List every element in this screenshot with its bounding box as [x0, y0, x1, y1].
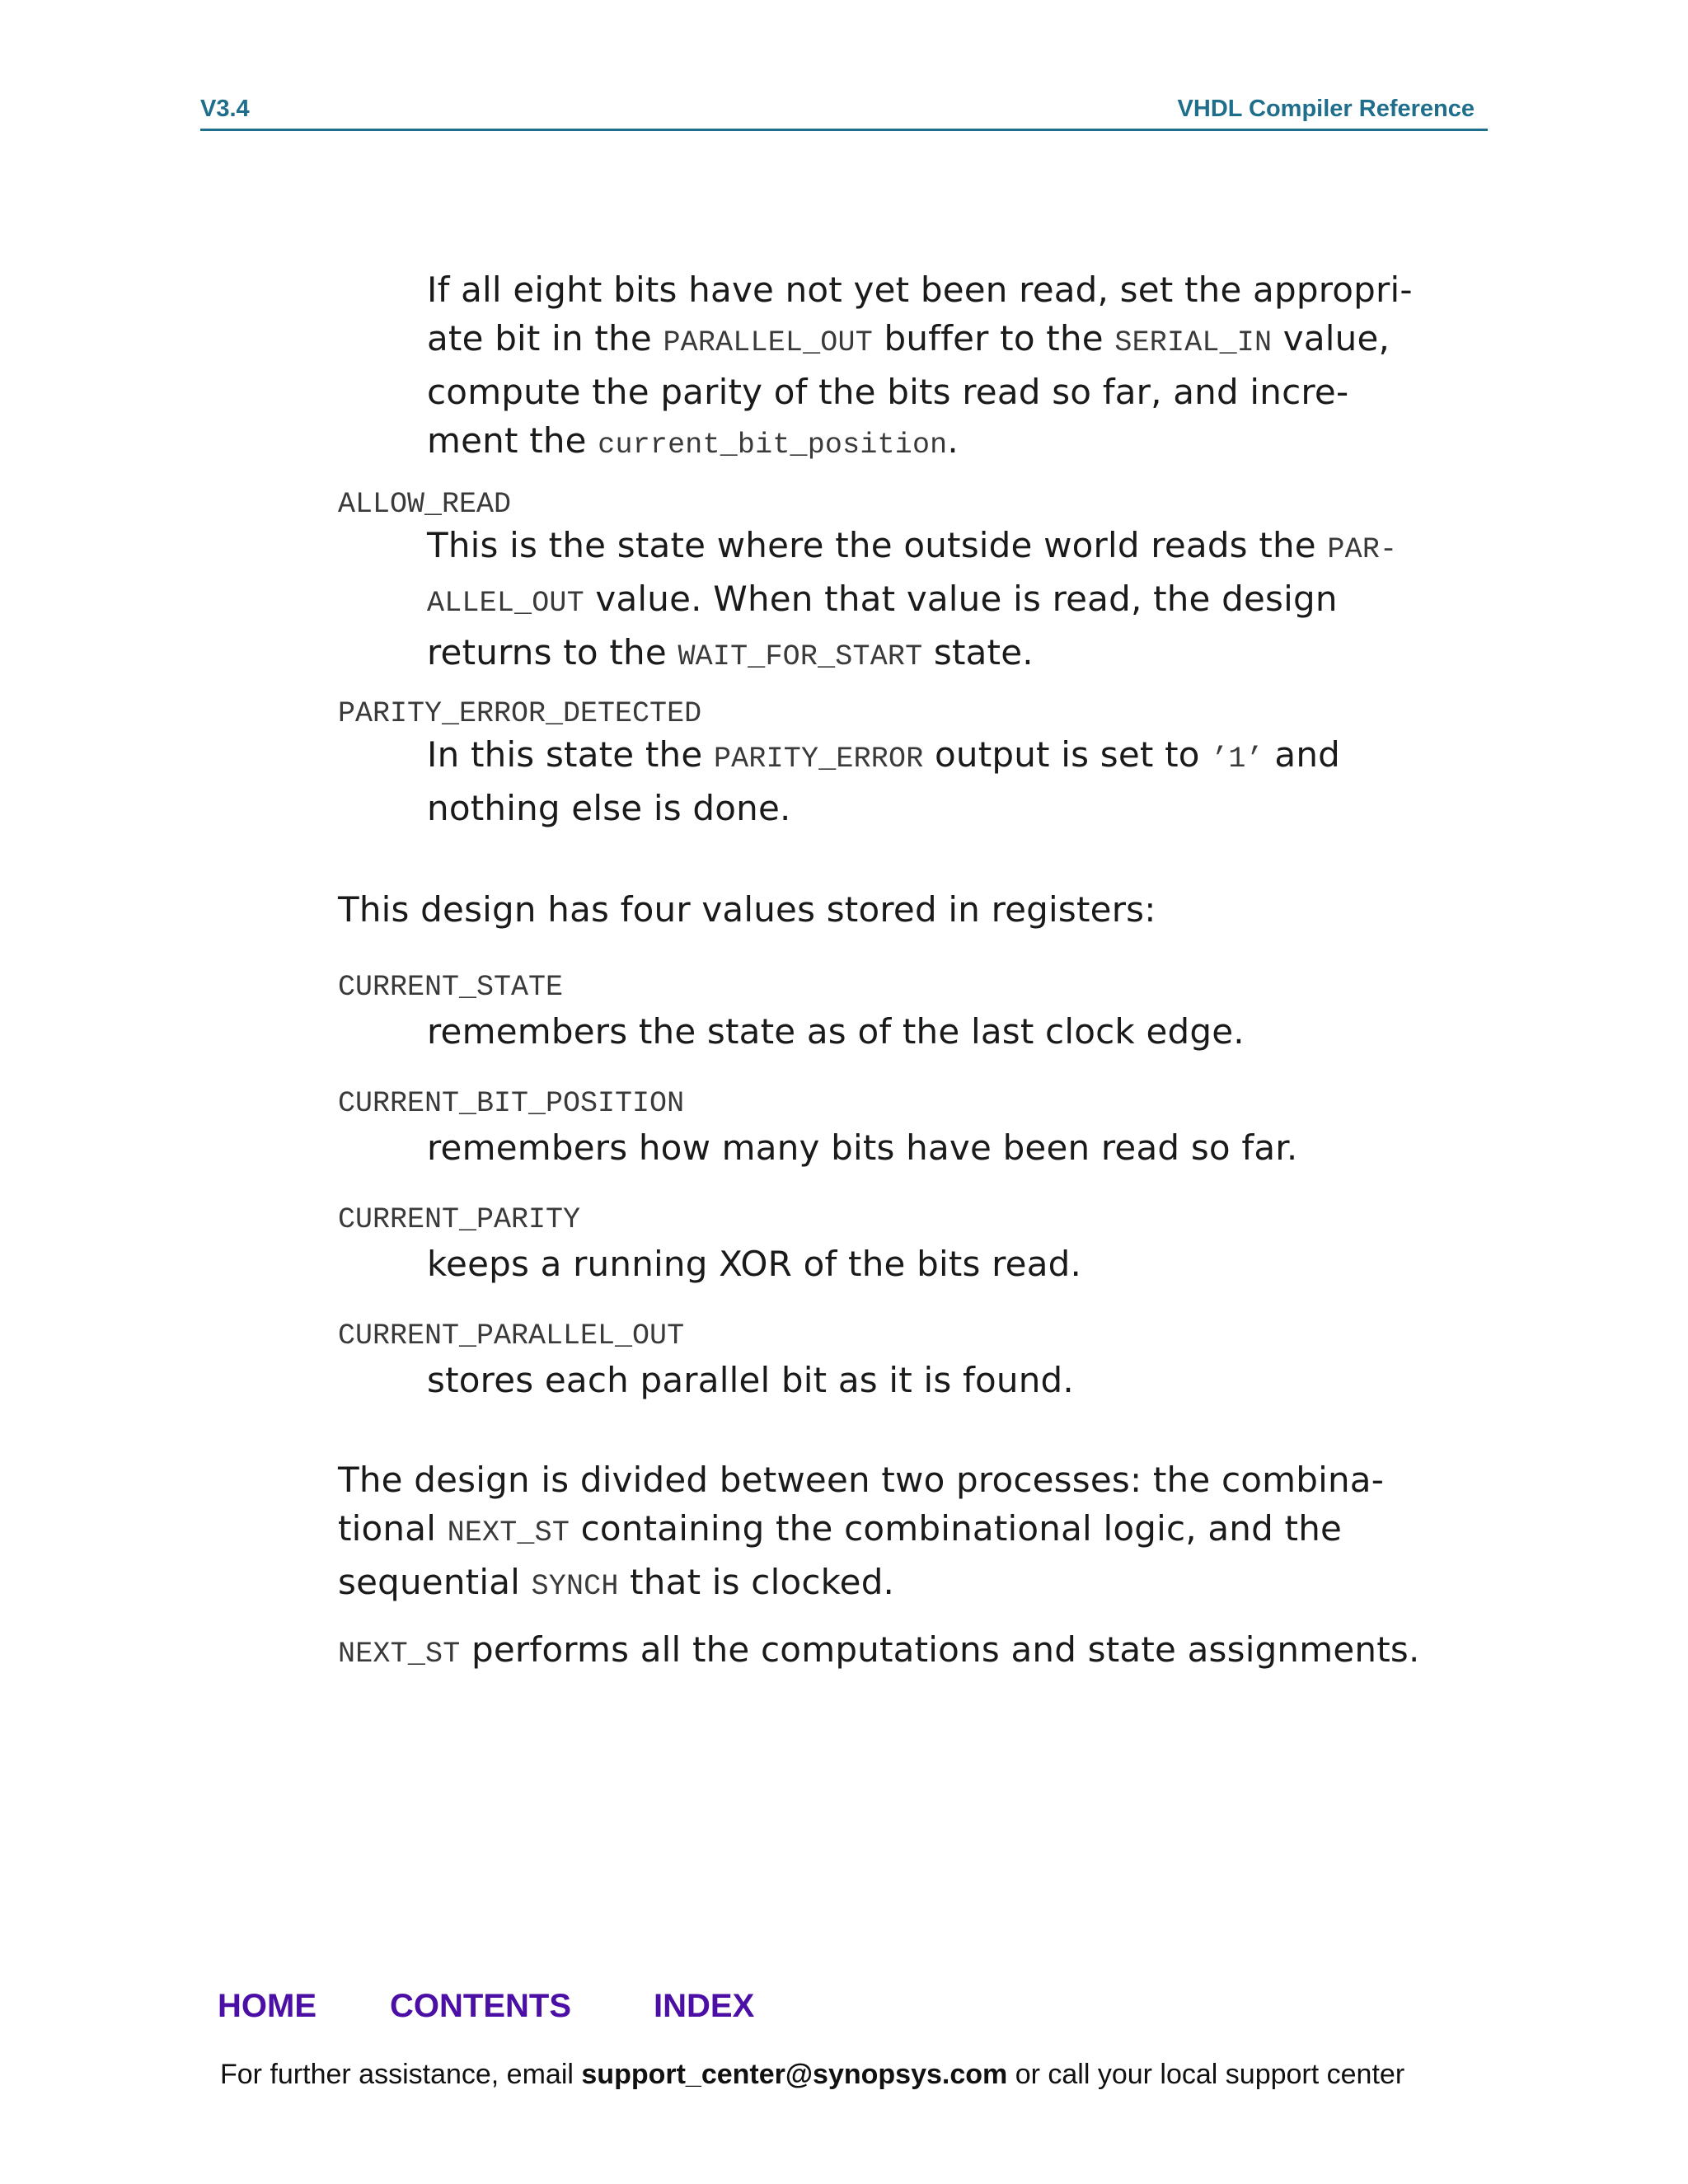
code-synch: SYNCH	[531, 1570, 619, 1603]
registers-intro: This design has four values stored in registers:	[338, 889, 1156, 930]
intro-line-2: ate bit in the PARALLEL_OUT buffer to the SERIAL_IN value,	[427, 318, 1390, 359]
processes-paragraph: The design is divided between two processes: the combina- tional NEXT_ST containing the combinational logic, and the sequential SYNCH that is clocked.	[338, 1460, 1385, 1603]
code-parallel-out: PARALLEL_OUT	[663, 326, 873, 359]
term-allow-read: ALLOW_READ	[338, 488, 512, 521]
current-state-description: remembers the state as of the last clock edge.	[427, 1011, 1245, 1052]
next-st-paragraph: NEXT_ST performs all the computations and state assignments.	[338, 1629, 1420, 1671]
parity-error-description: In this state the PARITY_ERROR output is set to ’1’ and nothing else is done.	[427, 734, 1341, 828]
code-serial-in: SERIAL_IN	[1114, 326, 1273, 359]
code-next-st: NEXT_ST	[447, 1516, 570, 1549]
code-current-bit-position: current_bit_position	[598, 429, 948, 462]
term-current-state: CURRENT_STATE	[338, 971, 564, 1004]
term-current-bit-position: CURRENT_BIT_POSITION	[338, 1087, 685, 1120]
version-label: V3.4	[200, 96, 250, 122]
code-next-st-2: NEXT_ST	[338, 1638, 461, 1671]
page-header	[200, 92, 1488, 131]
allow-read-description: This is the state where the outside world reads the PAR- ALLEL_OUT value. When that value is read, the design returns to the WAIT_FOR_START state.	[427, 525, 1398, 673]
intro-line-1: If all eight bits have not yet been read, set the appropri-	[427, 269, 1413, 310]
document-title: VHDL Compiler Reference	[1177, 96, 1475, 122]
support-footer: For further assistance, email support_center@synopsys.com or call your local support center	[220, 2059, 1405, 2090]
support-email[interactable]: support_center@synopsys.com	[581, 2059, 1008, 2090]
contents-link[interactable]: CONTENTS	[390, 1988, 571, 2024]
current-bit-position-description: remembers how many bits have been read so far.	[427, 1127, 1298, 1168]
intro-paragraph	[427, 265, 1413, 470]
term-current-parity: CURRENT_PARITY	[338, 1203, 581, 1236]
current-parity-description: keeps a running XOR of the bits read.	[427, 1244, 1082, 1284]
intro-line-4: ment the current_bit_position.	[427, 420, 959, 462]
term-parity-error-detected: PARITY_ERROR_DETECTED	[338, 697, 702, 730]
term-current-parallel-out: CURRENT_PARALLEL_OUT	[338, 1319, 685, 1352]
intro-line-3: compute the parity of the bits read so far, and incre-	[427, 372, 1349, 412]
index-link[interactable]: INDEX	[654, 1988, 755, 2024]
home-link[interactable]: HOME	[218, 1988, 316, 2024]
current-parallel-out-description: stores each parallel bit as it is found.	[427, 1360, 1074, 1400]
